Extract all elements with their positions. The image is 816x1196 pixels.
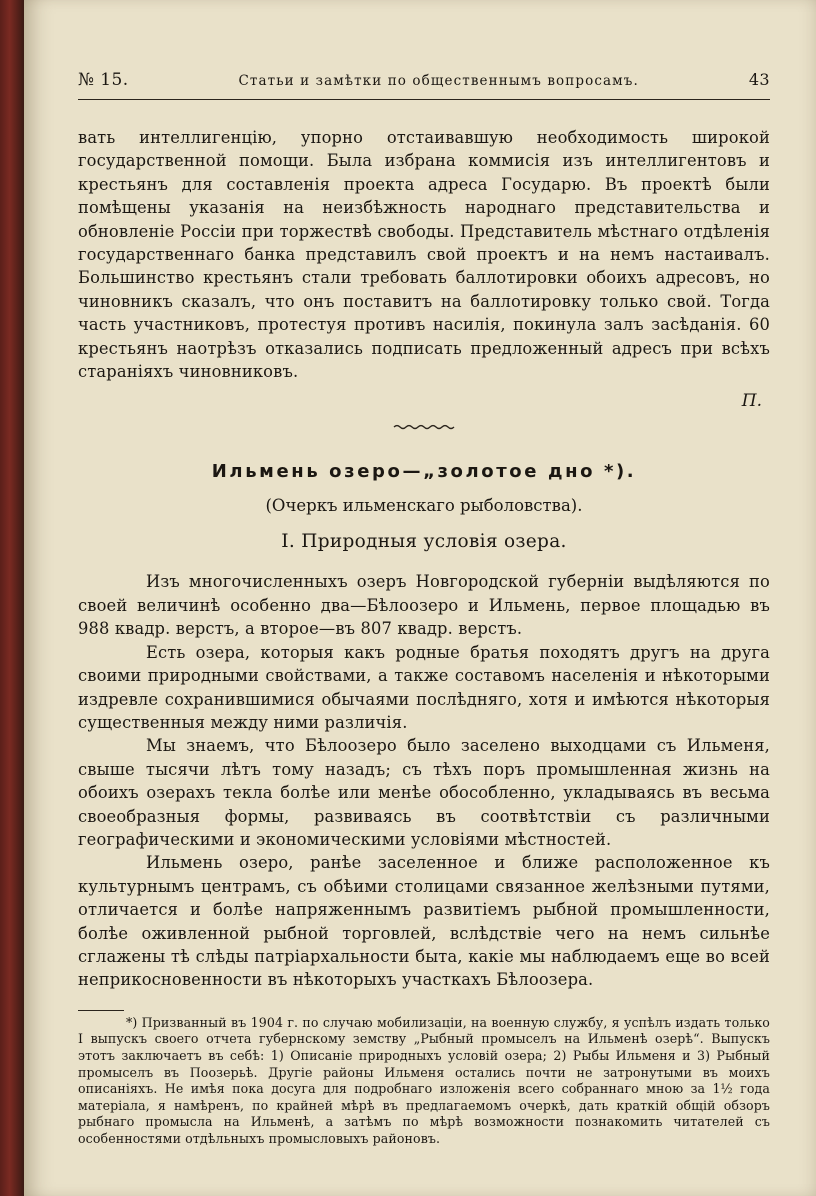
author-signature: П. <box>741 391 762 412</box>
book-spine <box>0 0 24 1196</box>
article-paragraph: Есть озера, которыя какъ родные братья походятъ другъ на друга своими природными свойствами, а также составомъ населенія и нѣкоторыми издревле сохранившимися обычаями послѣдняго, хотя и имѣются нѣкоторыя существенныя между ними различія. <box>78 642 770 732</box>
running-title: Статьи и замѣтки по общественнымъ вопросамъ. <box>238 73 639 89</box>
article-paragraph: Ильмень озеро, ранѣе заселенное и ближе расположенное къ культурнымъ центрамъ, съ обѣими столицами связанное желѣзными путями, отличается и болѣе напряженнымъ развитіемъ рыбной промышленности, болѣе оживленной рыбной торговлей, вслѣдствіе чего на немъ сильнѣе сглажены тѣ слѣды патріархальности быта, какіе мы наблюдаемъ еще во всей неприкосновенности въ нѣкоторыхъ участкахъ Бѣлоозера. <box>78 853 770 990</box>
article-paragraph: Изъ многочисленныхъ озеръ Новгородской губерніи выдѣляются по своей величинѣ особенно два—Бѣлоозеро и Ильмень, первое площадью въ 988 квадр. верстъ, а второе—въ 807 квадр. верстъ. <box>78 572 770 639</box>
header-rule <box>78 99 770 100</box>
ornamental-divider <box>78 423 770 431</box>
issue-number: № 15. <box>78 70 129 90</box>
page-content <box>78 70 770 1148</box>
article-paragraph: Мы знаемъ, что Бѣлоозеро было заселено выходцами съ Ильменя, свыше тысячи лѣтъ тому назадъ; съ тѣхъ поръ промышленная жизнь на обоихъ озерахъ текла болѣе или менѣе обособленно, укладываясь въ весьма своеобразныя формы, развиваясь въ соотвѣтствіи съ различными географическими и экономическими условіями мѣстностей. <box>78 736 770 849</box>
article-subtitle: (Очеркъ ильменскаго рыболовства). <box>265 496 583 516</box>
article-title: Ильмень озеро—„золотое дно *). <box>211 461 637 483</box>
running-header <box>78 70 770 90</box>
page-number: 43 <box>748 70 770 89</box>
intro-paragraph: вать интеллигенцію, упорно отстаивавшую необходимость широкой государственной помощи. Была избрана коммисія изъ интеллигентовъ и крестьянъ для составленія проекта адреса Государю. Въ проектѣ были помѣщены указанія на неизбѣжность народнаго представительства и обновленіе Россіи при торжествѣ свободы. Представитель мѣстнаго отдѣленія государственнаго банка представилъ свой проектъ и на немъ настаивалъ. Большинство крестьянъ стали требовать баллотировки обоихъ адресовъ, но чиновникъ сказалъ, что онъ поставитъ на баллотировку только свой. Тогда часть участниковъ, протестуя противъ насилія, покинула залъ засѣданія. 60 крестьянъ наотрѣзъ отказались подписать предложенный адресъ при всѣхъ стараніяхъ чиновниковъ. <box>78 128 770 382</box>
section-title: I. Природныя условія озера. <box>281 531 567 553</box>
footnote: *) Призванный въ 1904 г. по случаю мобилизаціи, на военную службу, я успѣлъ издать только I выпускъ своего отчета губернскому земству „Рыбный промыселъ на Ильменѣ озерѣ“. Выпускъ этотъ заключаетъ въ себѣ: 1) Описаніе природныхъ условій озера; 2) Рыбы Ильменя и 3) Рыбный промыселъ въ Поозерьѣ. Другіе районы Ильменя остались почти не затронутыми въ моихъ описаніяхъ. Не имѣя пока досуга для подробнаго изложенія всего собраннаго мною за 1½ года матеріала, я намѣренъ, по крайней мѣрѣ въ предлагаемомъ очеркѣ, дать краткій общій обзоръ рыбнаго промысла на Ильменѣ, а затѣмъ по мѣрѣ возможности познакомить читателей съ особенностями отдѣльныхъ промысловыхъ районовъ. <box>78 1014 770 1146</box>
book-page <box>24 0 816 1196</box>
footnote-rule <box>78 1010 124 1011</box>
article-body <box>78 570 770 991</box>
